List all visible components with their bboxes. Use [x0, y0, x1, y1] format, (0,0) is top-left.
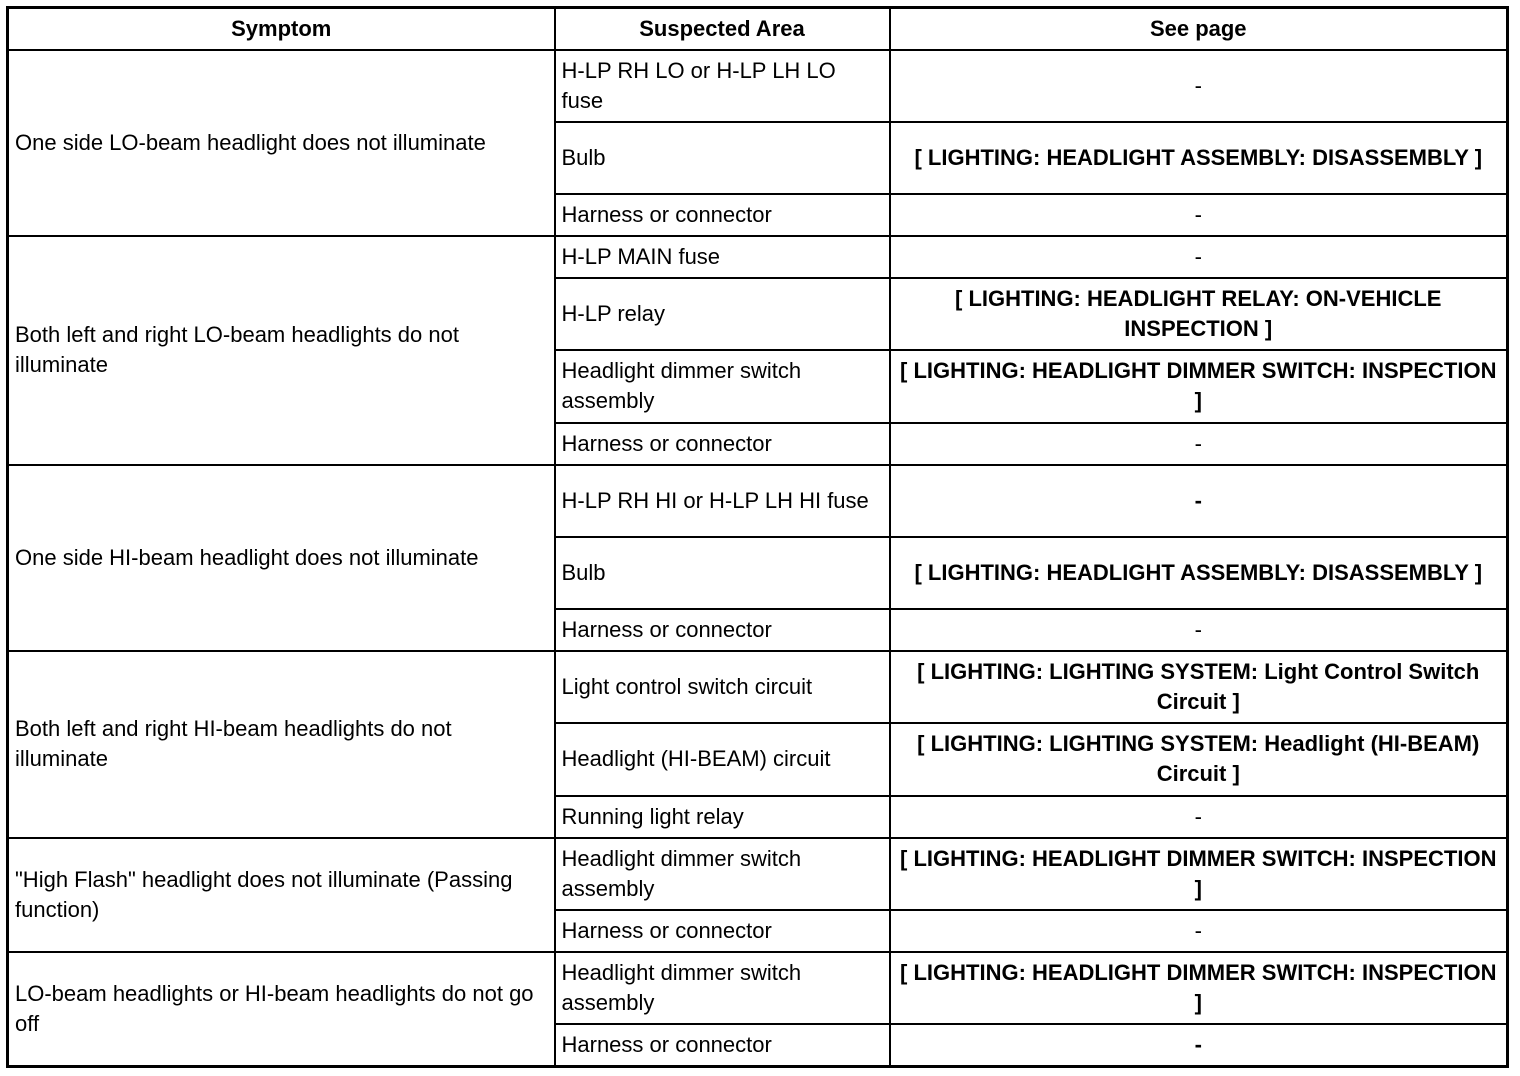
- see-page-cell: -: [890, 465, 1508, 537]
- suspected-area-cell: H-LP relay: [555, 278, 890, 350]
- diagnostic-table: [6, 6, 1509, 1068]
- see-page-link[interactable]: [ LIGHTING: LIGHTING SYSTEM: Light Control Switch Circuit ]: [890, 651, 1508, 723]
- see-page-cell: -: [890, 910, 1508, 952]
- table-row: [8, 651, 1508, 723]
- table-row: [8, 465, 1508, 537]
- see-page-link[interactable]: [ LIGHTING: HEADLIGHT DIMMER SWITCH: INSPECTION ]: [890, 952, 1508, 1024]
- suspected-area-cell: Running light relay: [555, 796, 890, 838]
- see-page-cell: -: [890, 194, 1508, 236]
- see-page-link[interactable]: [ LIGHTING: HEADLIGHT DIMMER SWITCH: INSPECTION ]: [890, 838, 1508, 910]
- suspected-area-cell: H-LP MAIN fuse: [555, 236, 890, 278]
- suspected-area-cell: Harness or connector: [555, 423, 890, 465]
- table-row: [8, 50, 1508, 122]
- suspected-area-cell: H-LP RH HI or H-LP LH HI fuse: [555, 465, 890, 537]
- suspected-area-cell: Harness or connector: [555, 910, 890, 952]
- suspected-area-cell: Harness or connector: [555, 609, 890, 651]
- suspected-area-cell: H-LP RH LO or H-LP LH LO fuse: [555, 50, 890, 122]
- see-page-link[interactable]: [ LIGHTING: HEADLIGHT DIMMER SWITCH: INSPECTION ]: [890, 350, 1508, 422]
- see-page-cell: -: [890, 50, 1508, 122]
- symptom-cell: Both left and right LO-beam headlights do not illuminate: [8, 236, 555, 465]
- suspected-area-cell: Headlight dimmer switch assembly: [555, 952, 890, 1024]
- suspected-area-cell: Headlight dimmer switch assembly: [555, 838, 890, 910]
- see-page-link[interactable]: [ LIGHTING: HEADLIGHT ASSEMBLY: DISASSEMBLY ]: [890, 537, 1508, 609]
- symptom-cell: One side HI-beam headlight does not illuminate: [8, 465, 555, 652]
- header-row: [8, 8, 1508, 50]
- suspected-area-cell: Headlight (HI-BEAM) circuit: [555, 723, 890, 795]
- suspected-area-cell: Harness or connector: [555, 194, 890, 236]
- symptom-cell: "High Flash" headlight does not illuminate (Passing function): [8, 838, 555, 952]
- see-page-cell: -: [890, 609, 1508, 651]
- see-page-link[interactable]: [ LIGHTING: HEADLIGHT ASSEMBLY: DISASSEMBLY ]: [890, 122, 1508, 194]
- table-row: [8, 952, 1508, 1024]
- header-symptom: Symptom: [8, 8, 555, 50]
- see-page-cell: -: [890, 1024, 1508, 1066]
- suspected-area-cell: Harness or connector: [555, 1024, 890, 1066]
- symptom-cell: Both left and right HI-beam headlights do not illuminate: [8, 651, 555, 838]
- suspected-area-cell: Bulb: [555, 122, 890, 194]
- see-page-cell: -: [890, 423, 1508, 465]
- see-page-link[interactable]: [ LIGHTING: HEADLIGHT RELAY: ON-VEHICLE INSPECTION ]: [890, 278, 1508, 350]
- suspected-area-cell: Light control switch circuit: [555, 651, 890, 723]
- see-page-cell: -: [890, 236, 1508, 278]
- suspected-area-cell: Bulb: [555, 537, 890, 609]
- table-row: [8, 236, 1508, 278]
- suspected-area-cell: Headlight dimmer switch assembly: [555, 350, 890, 422]
- table-row: [8, 838, 1508, 910]
- header-see-page: See page: [890, 8, 1508, 50]
- symptom-cell: One side LO-beam headlight does not illuminate: [8, 50, 555, 237]
- see-page-link[interactable]: [ LIGHTING: LIGHTING SYSTEM: Headlight (HI-BEAM) Circuit ]: [890, 723, 1508, 795]
- header-suspected-area: Suspected Area: [555, 8, 890, 50]
- symptom-cell: LO-beam headlights or HI-beam headlights do not go off: [8, 952, 555, 1067]
- see-page-cell: -: [890, 796, 1508, 838]
